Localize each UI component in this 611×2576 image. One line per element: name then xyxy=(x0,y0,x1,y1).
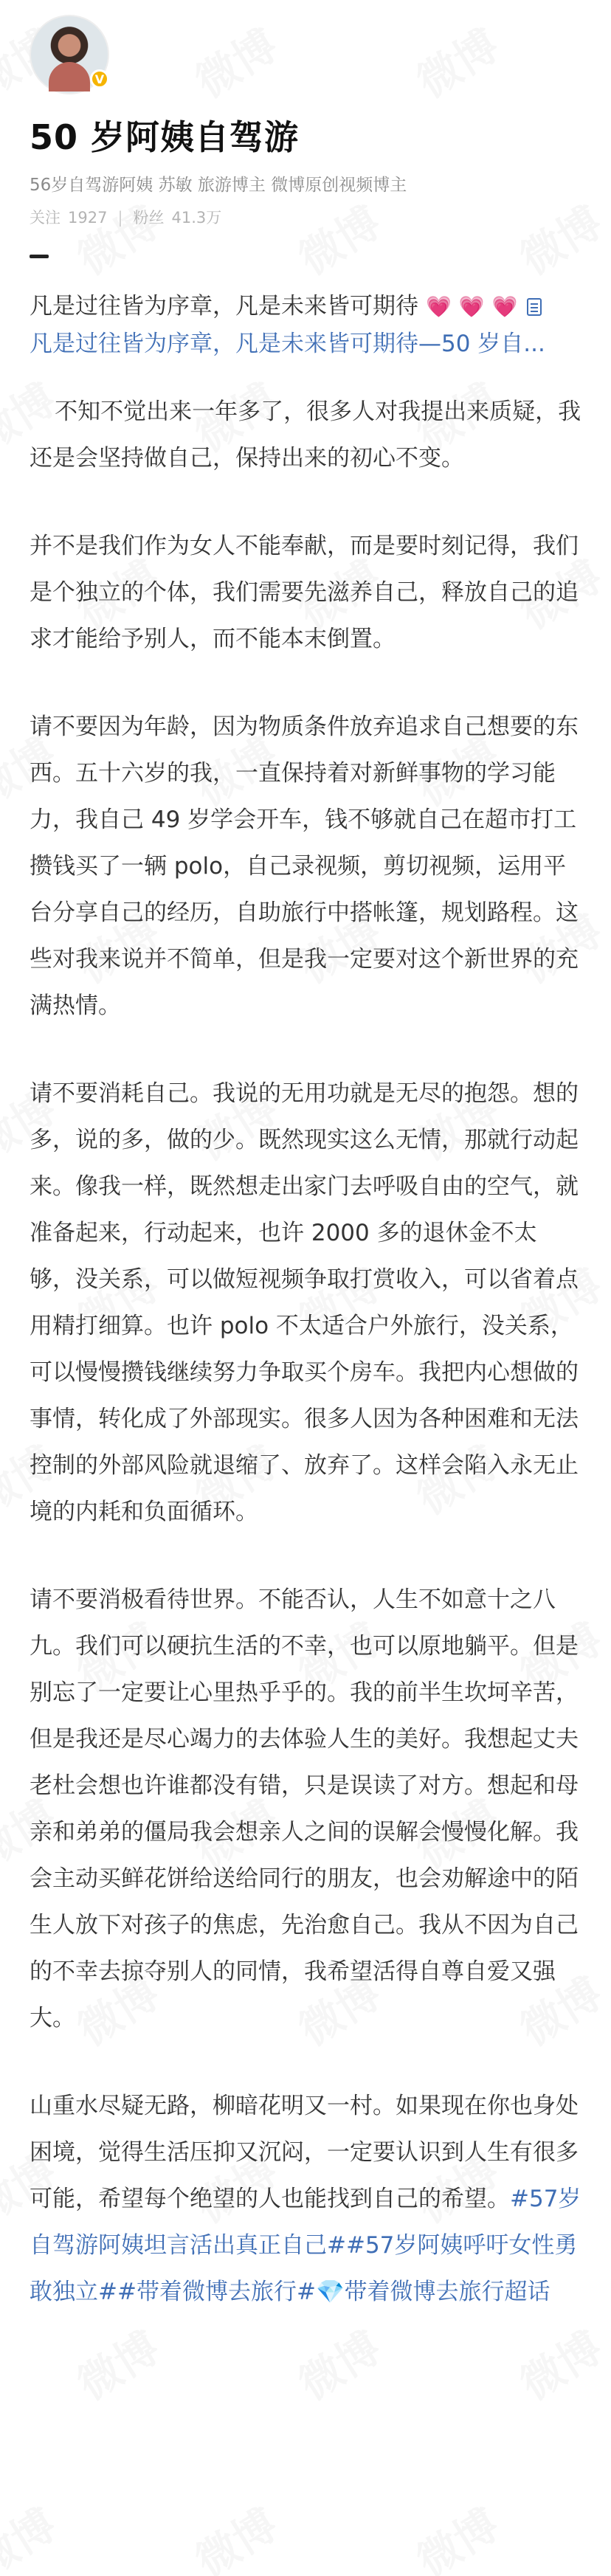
profile-header xyxy=(0,0,611,228)
avatar[interactable] xyxy=(30,15,109,94)
watermark-mark xyxy=(286,2314,391,2412)
paragraph: 并不是我们作为女人不能奉献，而是要时刻记得，我们是个独立的个体，我们需要先滋养自己，释放自己的追求才能给予别人，而不能本末倒置。 xyxy=(30,533,579,652)
profile-subtitle: 56岁自驾游阿姨 苏敏 旅游博主 微博原创视频博主 xyxy=(30,176,407,195)
watermark-mark xyxy=(404,2491,509,2576)
watermark-mark xyxy=(182,2491,288,2576)
watermark-mark xyxy=(64,2314,170,2412)
watermark-mark xyxy=(507,2314,611,2412)
article-link[interactable]: 凡是过往皆为序章，凡是未来皆可期待—50 岁自... xyxy=(30,331,545,357)
heart-icon: 💗 xyxy=(458,294,485,319)
diamond-icon: 💎 xyxy=(315,2279,345,2305)
hashtag-links[interactable]: #57岁自驾游阿姨坦言活出真正自己##57岁阿姨呼吁女性勇敢独立##带着微博去旅行# xyxy=(30,2186,581,2305)
heart-icon: 💗 xyxy=(426,294,452,319)
paragraph: 请不要消耗自己。我说的无用功就是无尽的抱怨。想的多，说的多，做的少。既然现实这么无情，那就行动起来。像我一样，既然想走出家门去呼吸自由的空气，就准备起来，行动起来，也许 2000 多的退休金不太够，没关系，可以做短视频争取打赏收入，可以省着点用精打细算。也许 polo 不太适合户外旅行，没关系，可以慢慢攒钱继续努力争取买个房车。我把内心想做的事情，转化成了外部现实。很多人因为各种困难和无法控制的外部风险就退缩了、放弃了。这样会陷入永无止境的内耗和负面循环。 xyxy=(30,1080,579,1525)
fans-label[interactable]: 粉丝 xyxy=(133,209,165,227)
profile-name[interactable]: 50 岁阿姨自驾游 xyxy=(30,117,300,157)
heart-icon: 💗 xyxy=(491,294,518,319)
paragraph-text: 山重水尽疑无路，柳暗花明又一村。如果现在你也身处困境，觉得生活压抑又沉闷，一定要认识到人生有很多可能，希望每个绝望的人也能找到自己的希望。 xyxy=(30,2093,579,2212)
stats-divider: | xyxy=(117,209,123,227)
paragraph: 请不要因为年龄，因为物质条件放弃追求自己想要的东西。五十六岁的我，一直保持着对新鲜事物的学习能力，我自己 49 岁学会开车，钱不够就自己在超市打工攒钱买了一辆 polo，自己录视频，剪切视频，运用平台分享自己的经历，自助旅行中搭帐篷，规划路程。这些对我来说并不简单，但是我一定要对这个新世界的充满热情。 xyxy=(30,714,579,1019)
super-topic-link[interactable] xyxy=(316,2279,550,2305)
paragraph: 不知不觉出来一年多了，很多人对我提出来质疑，我还是会坚持做自己，保持出来的初心不变。 xyxy=(30,398,581,472)
super-topic-text: 带着微博去旅行超话 xyxy=(344,2279,550,2305)
profile-stats xyxy=(30,206,581,228)
fans-count[interactable]: 41.3万 xyxy=(171,209,222,227)
watermark-mark xyxy=(0,2491,66,2576)
paragraph-last xyxy=(30,2083,581,2316)
v-badge-icon: V xyxy=(90,69,109,89)
paragraph: 请不要消极看待世界。不能否认，人生不如意十之八九。我们可以硬抗生活的不幸，也可以原地躺平。但是别忘了一定要让心里热乎乎的。我的前半生坎坷辛苦，但是我还是尽心竭力的去体验人生的美好。我想起丈夫老杜会想也许谁都没有错，只是误读了对方。想起和母亲和弟弟的僵局我会想亲人之间的误解会慢慢化解。我会主动买鲜花饼给送给同行的朋友，也会劝解途中的陌生人放下对孩子的焦虑，先治愈自己。我从不因为自己的不幸去掠夺别人的同情，我希望活得自尊自爱又强大。 xyxy=(30,1586,579,2031)
post-headline: 凡是过往皆为序章，凡是未来皆可期待 xyxy=(30,293,418,320)
article-doc-icon[interactable] xyxy=(527,298,542,316)
follow-count[interactable]: 1927 xyxy=(68,209,108,227)
post-body xyxy=(0,258,611,2316)
avatar-figure xyxy=(49,62,90,91)
post-headline-block xyxy=(30,288,581,362)
follow-label[interactable]: 关注 xyxy=(30,209,61,227)
